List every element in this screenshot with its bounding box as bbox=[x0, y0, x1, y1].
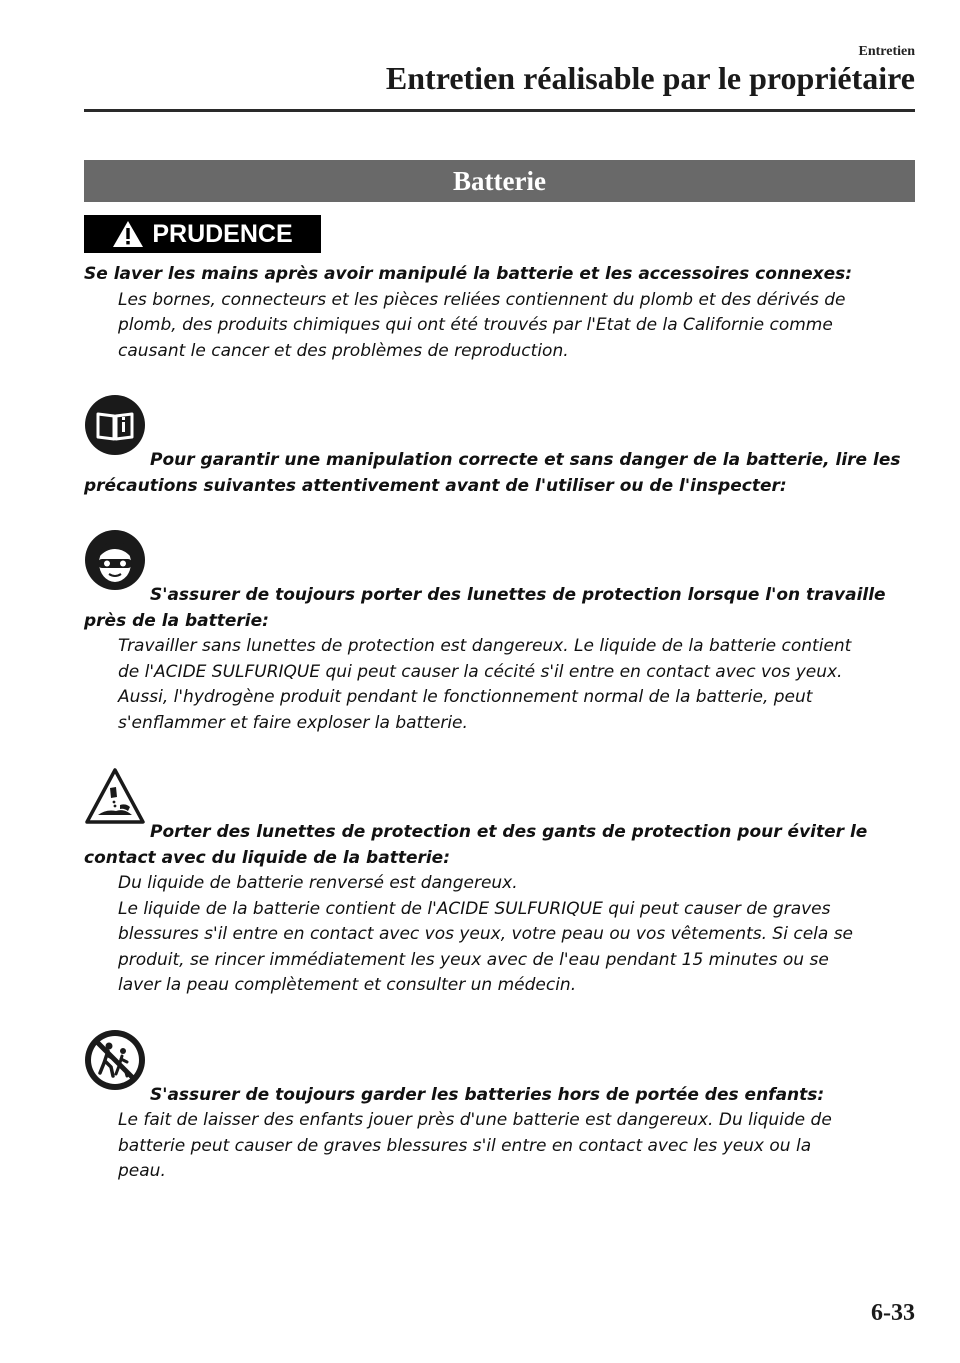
keep-away-children-icon bbox=[84, 1029, 146, 1091]
intro-line: causant le cancer et des problèmes de reproduction. bbox=[118, 340, 569, 361]
block-heading-line: contact avec du liquide de la batterie: bbox=[84, 847, 451, 868]
block-line: de l'ACIDE SULFURIQUE qui peut causer la cécité s'il entre en contact avec vos yeux. bbox=[118, 661, 843, 682]
safety-goggles-icon bbox=[84, 529, 146, 591]
block-line: s'enflammer et faire exploser la batterie. bbox=[118, 712, 468, 733]
block-line: Le fait de laisser des enfants jouer près d'une batterie est dangereux. Du liquide de bbox=[118, 1110, 832, 1130]
block-line: peau. bbox=[118, 1161, 166, 1181]
block-heading-line: près de la batterie: bbox=[84, 610, 269, 631]
page-number: 6-33 bbox=[871, 1300, 915, 1326]
block-line: batterie peut causer de graves blessures s'il entre en contact avec les yeux ou la bbox=[118, 1135, 812, 1156]
precaution-block-children bbox=[84, 1029, 915, 1185]
intro-heading: Se laver les mains après avoir manipulé la batterie et les accessoires connexes: bbox=[84, 264, 853, 284]
precaution-block-goggles bbox=[84, 529, 915, 736]
block-line: laver la peau complètement et consulter un médecin. bbox=[118, 975, 577, 995]
block-line: blessures s'il entre en contact avec vos yeux, votre peau ou vos vêtements. Si cela se bbox=[118, 924, 854, 944]
warning-triangle-icon bbox=[112, 220, 144, 248]
precaution-block-corrosive bbox=[84, 766, 915, 999]
intro-block bbox=[84, 262, 915, 364]
header-section-label: Entretien bbox=[858, 44, 915, 59]
block-heading-line: Pour garantir une manipulation correcte et sans danger de la batterie, lire les bbox=[150, 450, 901, 470]
manual-book-icon bbox=[84, 394, 146, 456]
precaution-block-manual bbox=[84, 394, 915, 499]
block-line: Travailler sans lunettes de protection est dangereux. Le liquide de la batterie contient bbox=[118, 636, 852, 656]
intro-line: plomb, des produits chimiques qui ont été trouvés par l'Etat de la Californie comme bbox=[118, 315, 833, 335]
caution-badge bbox=[84, 215, 321, 253]
block-line: Le liquide de la batterie contient de l'ACIDE SULFURIQUE qui peut causer de graves bbox=[118, 898, 831, 919]
header-title: Entretien réalisable par le propriétaire bbox=[385, 60, 915, 96]
intro-line: Les bornes, connecteurs et les pièces reliées contiennent du plomb et des dérivés de bbox=[118, 289, 846, 310]
section-title: Batterie bbox=[453, 165, 546, 196]
caution-content bbox=[84, 262, 915, 1185]
section-title-bar bbox=[84, 160, 915, 202]
caution-label: PRUDENCE bbox=[152, 219, 293, 248]
header-rule bbox=[84, 109, 915, 112]
block-line: Aussi, l'hydrogène produit pendant le fonctionnement normal de la batterie, peut bbox=[118, 687, 813, 707]
corrosive-acid-icon bbox=[84, 766, 146, 828]
block-heading-line: Porter des lunettes de protection et des gants de protection pour éviter le bbox=[150, 822, 868, 842]
block-heading-line: précautions suivantes attentivement avant de l'utiliser ou de l'inspecter: bbox=[84, 475, 787, 496]
block-heading-line: S'assurer de toujours porter des lunettes de protection lorsque l'on travaille bbox=[150, 585, 886, 605]
block-heading-line: S'assurer de toujours garder les batteries hors de portée des enfants: bbox=[150, 1084, 825, 1105]
block-line: Du liquide de batterie renversé est dangereux. bbox=[118, 873, 518, 893]
block-line: produit, se rincer immédiatement les yeux avec de l'eau pendant 15 minutes ou se bbox=[118, 949, 829, 970]
